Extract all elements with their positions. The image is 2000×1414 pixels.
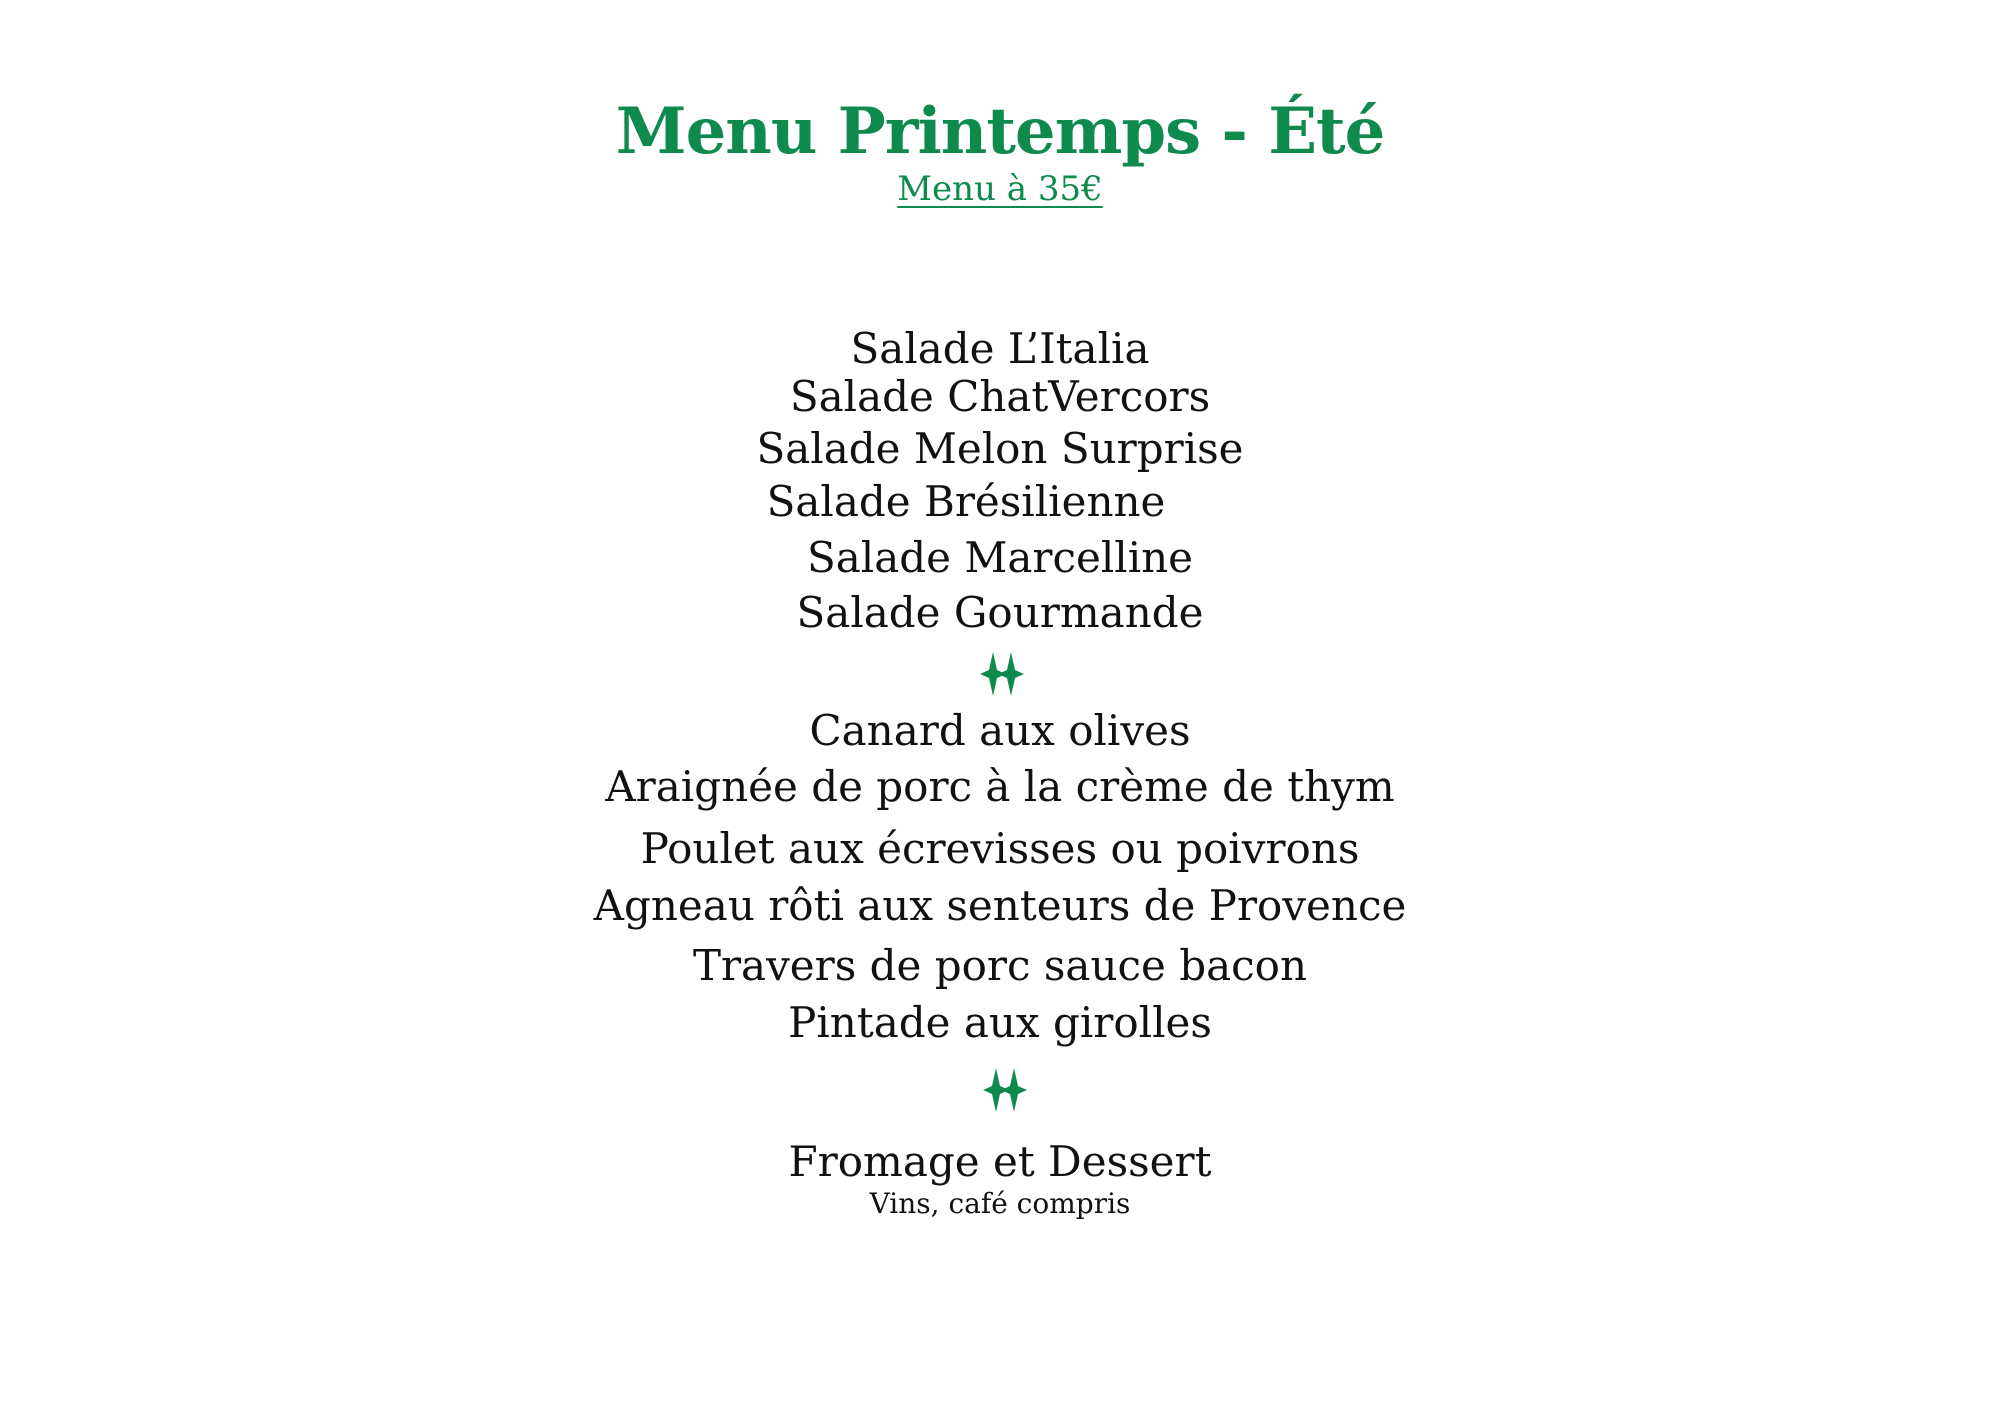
starter-item: Salade Gourmande xyxy=(796,588,1204,637)
main-item: Poulet aux écrevisses ou poivrons xyxy=(640,824,1360,873)
main-item: Agneau rôti aux senteurs de Provence xyxy=(593,881,1407,930)
finale-title: Fromage et Dessert xyxy=(788,1137,1212,1186)
finale-note: Vins, café compris xyxy=(869,1187,1131,1220)
starter-item: Salade ChatVercors xyxy=(789,372,1211,421)
main-item: Canard aux olives xyxy=(809,706,1191,755)
menu-price: Menu à 35€ xyxy=(897,169,1103,209)
starter-item: Salade L’Italia xyxy=(850,324,1150,373)
starter-item: Salade Brésilienne xyxy=(766,477,1166,526)
starter-item: Salade Melon Surprise xyxy=(756,424,1244,473)
main-item: Araignée de porc à la crème de thym xyxy=(605,762,1395,811)
main-item: Pintade aux girolles xyxy=(788,998,1212,1047)
double-sparkle-icon xyxy=(983,1066,1027,1114)
menu-title: Menu Printemps - Été xyxy=(615,94,1385,169)
starter-item: Salade Marcelline xyxy=(806,533,1194,582)
double-sparkle-icon xyxy=(980,650,1024,698)
main-item: Travers de porc sauce bacon xyxy=(692,941,1308,990)
